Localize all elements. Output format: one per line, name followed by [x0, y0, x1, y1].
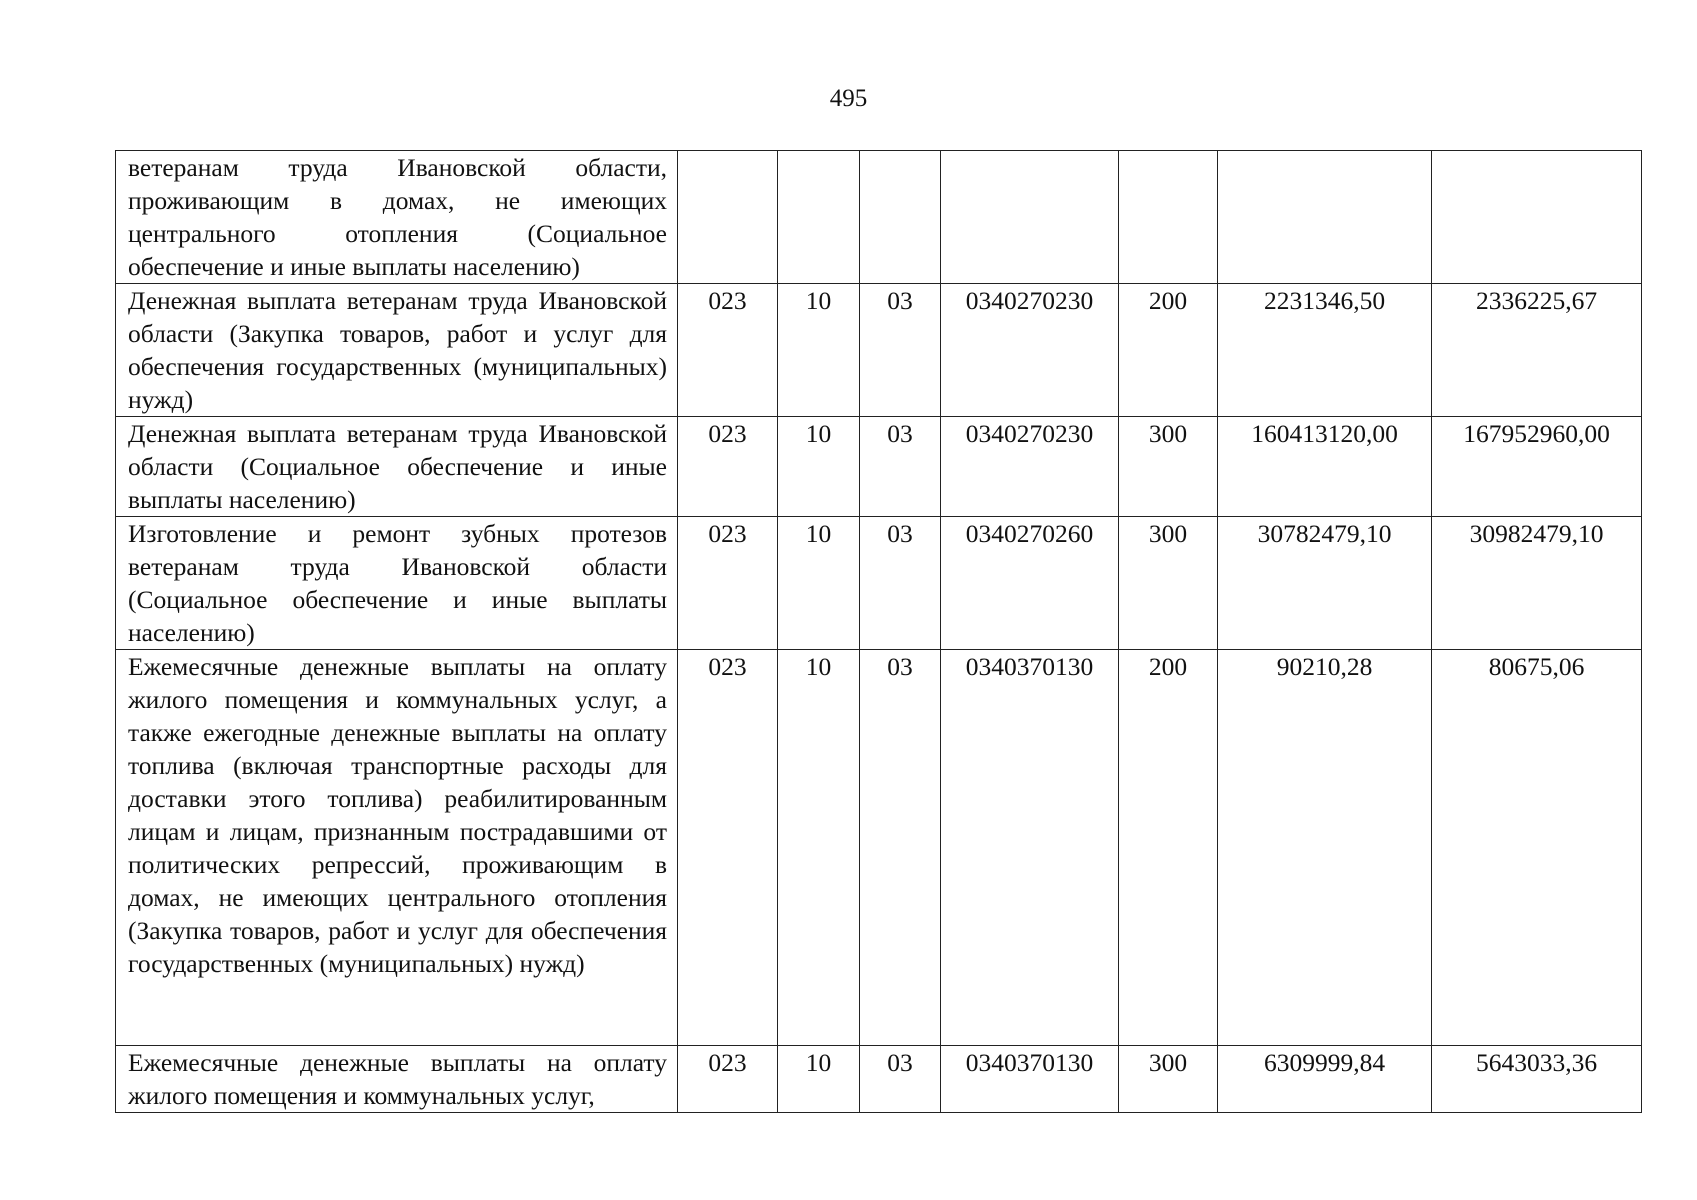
amount-first-cell: 6309999,84	[1218, 1046, 1432, 1113]
description-cell: ветеранам труда Ивановской области, проживающим в домах, не имеющих центрального отопления (Социальное обеспечение и иные выплаты населению)	[116, 151, 678, 284]
table-row	[116, 1046, 1642, 1113]
table-row	[116, 417, 1642, 517]
amount-second-cell: 5643033,36	[1432, 1046, 1642, 1113]
section-code-cell: 10	[778, 284, 860, 417]
table-row	[116, 650, 1642, 1046]
amount-first-cell: 160413120,00	[1218, 417, 1432, 517]
target-article-cell: 0340370130	[941, 1046, 1119, 1113]
ministry-code-cell	[678, 151, 778, 284]
budget-table	[115, 150, 1642, 1113]
section-code-cell: 10	[778, 517, 860, 650]
description-cell: Ежемесячные денежные выплаты на оплату жилого помещения и коммунальных услуг,	[116, 1046, 678, 1113]
target-article-cell: 0340270230	[941, 284, 1119, 417]
subsection-code-cell: 03	[860, 650, 941, 1046]
target-article-cell: 0340270260	[941, 517, 1119, 650]
amount-second-cell	[1432, 151, 1642, 284]
section-code-cell: 10	[778, 417, 860, 517]
section-code-cell	[778, 151, 860, 284]
table-row	[116, 517, 1642, 650]
table-row	[116, 284, 1642, 417]
amount-second-cell: 2336225,67	[1432, 284, 1642, 417]
section-code-cell: 10	[778, 1046, 860, 1113]
amount-first-cell: 30782479,10	[1218, 517, 1432, 650]
ministry-code-cell: 023	[678, 1046, 778, 1113]
expense-type-cell: 200	[1119, 284, 1218, 417]
ministry-code-cell: 023	[678, 517, 778, 650]
expense-type-cell: 300	[1119, 417, 1218, 517]
subsection-code-cell: 03	[860, 1046, 941, 1113]
target-article-cell	[941, 151, 1119, 284]
page-number: 495	[829, 85, 868, 112]
description-cell: Изготовление и ремонт зубных протезов ветеранам труда Ивановской области (Социальное обеспечение и иные выплаты населению)	[116, 517, 678, 650]
subsection-code-cell: 03	[860, 284, 941, 417]
description-cell: Денежная выплата ветеранам труда Ивановской области (Социальное обеспечение и иные выплаты населению)	[116, 417, 678, 517]
target-article-cell: 0340270230	[941, 417, 1119, 517]
amount-first-cell: 2231346,50	[1218, 284, 1432, 417]
amount-first-cell	[1218, 151, 1432, 284]
expense-type-cell: 300	[1119, 517, 1218, 650]
amount-second-cell: 30982479,10	[1432, 517, 1642, 650]
expense-type-cell: 200	[1119, 650, 1218, 1046]
table-row	[116, 151, 1642, 284]
ministry-code-cell: 023	[678, 417, 778, 517]
ministry-code-cell: 023	[678, 650, 778, 1046]
amount-second-cell: 167952960,00	[1432, 417, 1642, 517]
subsection-code-cell	[860, 151, 941, 284]
subsection-code-cell: 03	[860, 517, 941, 650]
description-cell: Ежемесячные денежные выплаты на оплату жилого помещения и коммунальных услуг, а также ежегодные денежные выплаты на оплату топлива (включая транспортные расходы для доставки этого топлива) реабилитированным лицам и лицам, признанным пострадавшими от политических репрессий, проживающим в домах, не имеющих центрального отопления (Закупка товаров, работ и услуг для обеспечения государственных (муниципальных) нужд)	[116, 650, 678, 1046]
ministry-code-cell: 023	[678, 284, 778, 417]
expense-type-cell: 300	[1119, 1046, 1218, 1113]
amount-first-cell: 90210,28	[1218, 650, 1432, 1046]
amount-second-cell: 80675,06	[1432, 650, 1642, 1046]
description-cell: Денежная выплата ветеранам труда Ивановской области (Закупка товаров, работ и услуг для обеспечения государственных (муниципальных) нужд)	[116, 284, 678, 417]
section-code-cell: 10	[778, 650, 860, 1046]
target-article-cell: 0340370130	[941, 650, 1119, 1046]
subsection-code-cell: 03	[860, 417, 941, 517]
expense-type-cell	[1119, 151, 1218, 284]
